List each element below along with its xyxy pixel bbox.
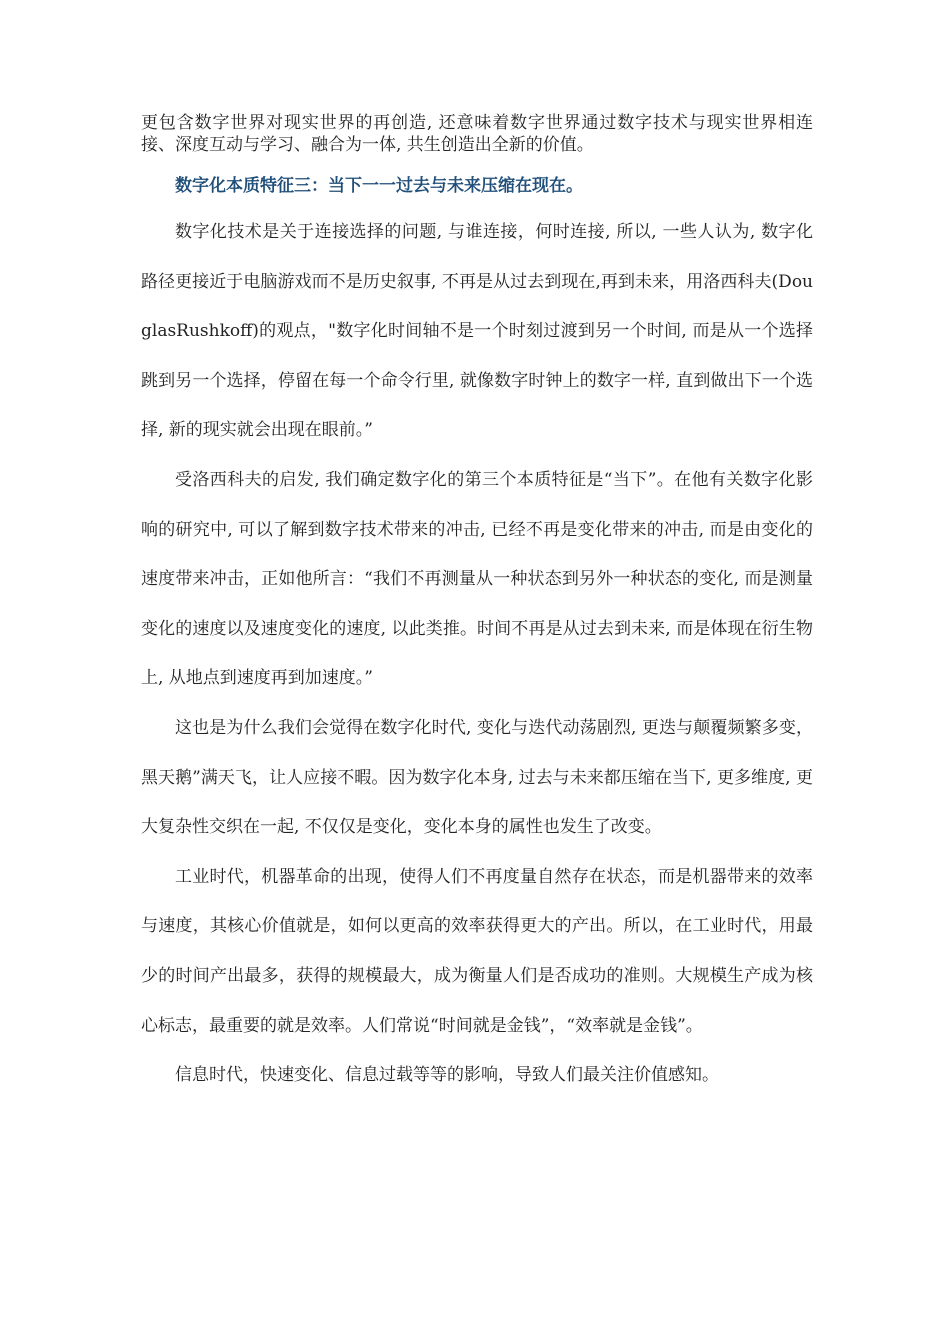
body-paragraph-5: 信息时代，快速变化、信息过载等等的影响，导致人们最关注价值感知。: [175, 1065, 719, 1086]
body-paragraph-4: 工业时代，机器革命的出现，使得人们不再度量自然存在状态，而是机器带来的效率与速度，其核心价值就是，如何以更高的效率获得更大的产出。所以，在工业时代，用最少的时间产出最多，获得的规模最大，成为衡量人们是否成功的准则。大规模生产成为核心标志，最重要的就是效率。人们常说“时间就是金钱”，“效率就是金钱”。: [141, 866, 813, 1036]
document-body: [141, 112, 813, 1101]
body-paragraph-1: 数字化技术是关于连接选择的问题, 与谁连接，何时连接, 所以, 一些人认为, 数字化路径更接近于电脑游戏而不是历史叙事, 不再是从过去到现在,再到未来，用洛西科夫(DouglasRushkoff)的观点，"数字化时间轴不是一个时刻过渡到另一个时间, 而是从一个选择跳到另一个选择，停留在每一个命令行里, 就像数字时钟上的数字一样, 直到做出下一个选择, 新的现实就会出现在眼前。”: [141, 222, 813, 441]
body-paragraph-2: 受洛西科夫的启发, 我们确定数字化的第三个本质特征是“当下”。在他有关数字化影响的研究中, 可以了解到数字技术带来的冲击, 已经不再是变化带来的冲击, 而是由变化的速度带来冲击，正如他所言：“我们不再测量从一种状态到另外一种状态的变化, 而是测量变化的速度以及速度变化的速度, 以此类推。时间不再是从过去到未来, 而是体现在衍生物上, 从地点到速度再到加速度。”: [141, 469, 813, 689]
body-paragraph-3: 这也是为什么我们会觉得在数字化时代, 变化与迭代动荡剧烈, 更迭与颠覆频繁多变，黑天鹅”满天飞，让人应接不暇。因为数字化本身, 过去与未来都压缩在当下, 更多维度, 更大复杂性交织在一起, 不仅仅是变化，变化本身的属性也发生了改变。: [141, 717, 813, 838]
intro-paragraph: 更包含数字世界对现实世界的再创造, 还意味着数字世界通过数字技术与现实世界相连接、深度互动与学习、融合为一体, 共生创造出全新的价值。: [141, 113, 813, 155]
section-heading: 数字化本质特征三：当下一一过去与未来压缩在现在。: [175, 176, 583, 196]
